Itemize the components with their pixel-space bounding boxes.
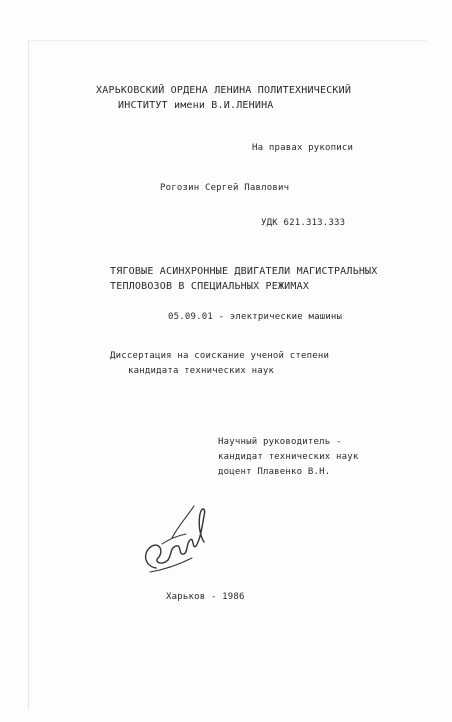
dissertation-line-1: Диссертация на соискание ученой степени <box>110 351 330 361</box>
advisor-line-3: доцент Плавенко В.Н. <box>218 467 331 477</box>
specialty-line: 05.09.01 - электрические машины <box>168 312 343 322</box>
advisor-line-2: кандидат технических наук <box>218 452 359 462</box>
handwritten-signature <box>132 496 214 582</box>
udc-code: УДК 621.313.333 <box>261 218 346 228</box>
manuscript-note: На правах рукописи <box>252 143 354 153</box>
title-line-1: ТЯГОВЫЕ АСИНХРОННЫЕ ДВИГАТЕЛИ МАГИСТРАЛЬНЫХ <box>110 266 378 277</box>
author-name: Рогозин Сергей Павлович <box>160 183 290 193</box>
advisor-line-1: Научный руководитель - <box>218 437 342 447</box>
city-year: Харьков - 1986 <box>166 592 245 602</box>
title-line-2: ТЕПЛОВОЗОВ В СПЕЦИАЛЬНЫХ РЕЖИМАХ <box>110 281 310 292</box>
institution-line-1: ХАРЬКОВСКИЙ ОРДЕНА ЛЕНИНА ПОЛИТЕХНИЧЕСКИЙ <box>96 85 352 96</box>
institution-line-2: ИНСТИТУТ имени В.И.ЛЕНИНА <box>118 100 274 111</box>
dissertation-line-2: кандидата технических наук <box>128 366 275 376</box>
